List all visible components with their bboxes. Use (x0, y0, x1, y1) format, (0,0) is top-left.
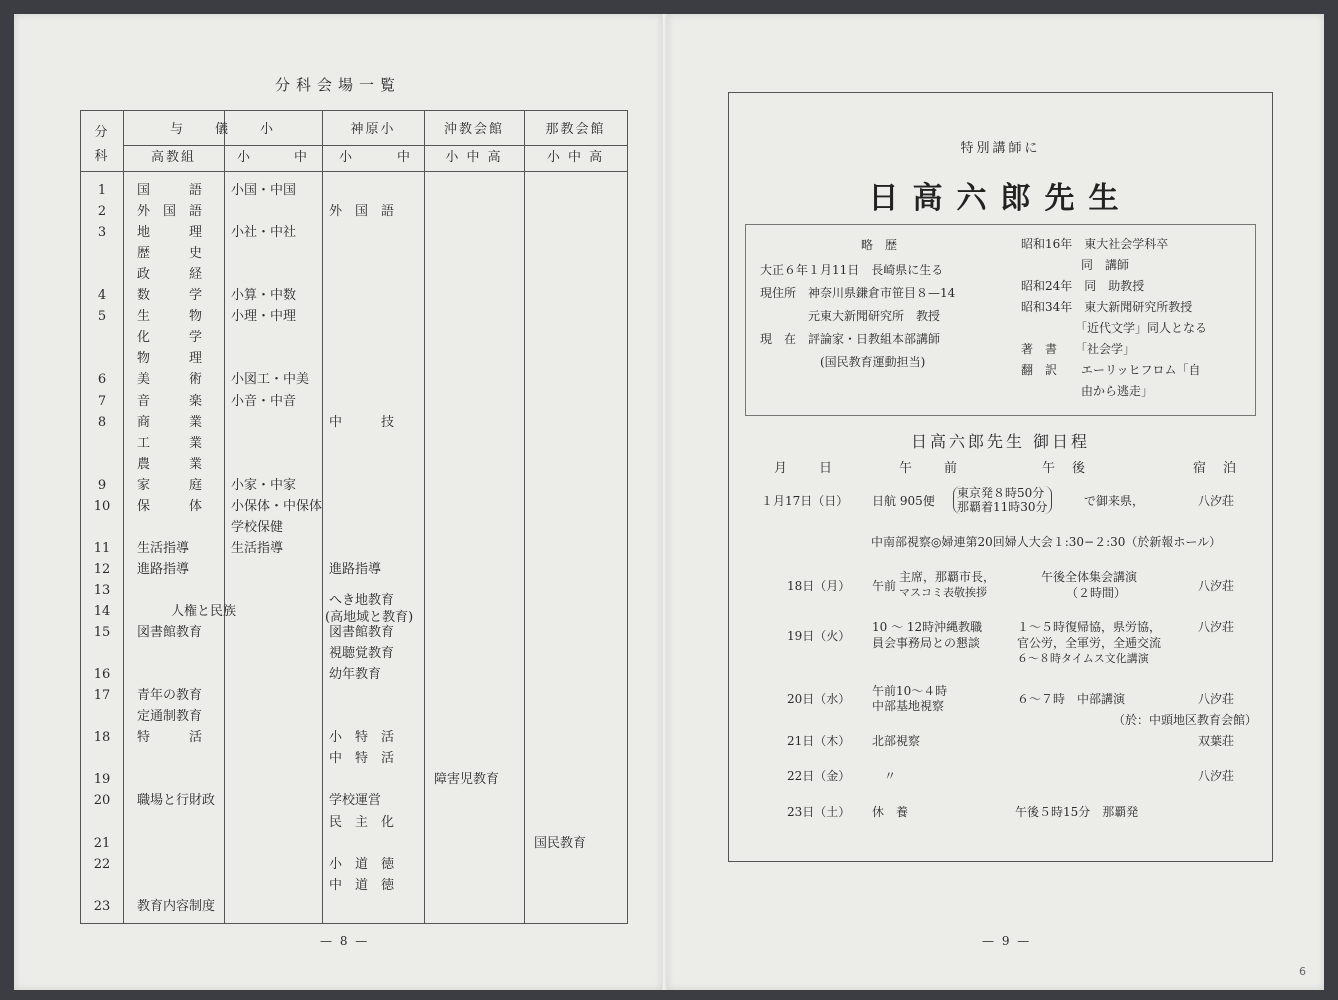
biography-line: 著 書 「社会学」 (1021, 342, 1136, 356)
row-number: 3 (97, 225, 107, 241)
table-cell: 国 語 (137, 183, 203, 198)
table-cell: 視聴覚教育 (329, 646, 395, 662)
page-number: — 8 — (320, 934, 370, 948)
table-cell: 定通制教育 (137, 709, 203, 725)
biography-line: 同 講師 (1021, 258, 1130, 272)
schedule-20-am-2: 中部基地視察 (872, 699, 945, 713)
table-cell: へき地教育 (329, 593, 395, 609)
table-cell: 中 特 活 (329, 751, 395, 767)
row-number: 9 (97, 477, 107, 493)
table-cell: 小 特 活 (329, 730, 395, 746)
row-number: 8 (97, 414, 107, 430)
table-cell: 図書館教育 (329, 625, 395, 641)
schedule-stay-17: 八汐荘 (1198, 494, 1235, 508)
biography-line: 由から逃走」 (1021, 384, 1154, 398)
table-cell: 外 国 語 (329, 204, 395, 220)
flight-times (953, 486, 1052, 514)
row-number: 4 (97, 288, 107, 304)
table-cell: 幼年教育 (329, 667, 382, 683)
table-cell: 小音・中音 (231, 393, 297, 409)
lecturer-frame (728, 92, 1273, 862)
schedule-19-am-2: 員会事務局との懇談 (872, 636, 981, 650)
biography-line: 昭和16年 東大社会学科卒 (1021, 237, 1169, 251)
schedule-20-am-1: 午前10〜４時 (872, 684, 948, 698)
table-cell: 数 学 (137, 288, 203, 304)
left-page (14, 14, 662, 990)
schedule-18-pm-1: 午後全体集会講演 (1041, 570, 1138, 584)
header-chu1: 中 (294, 150, 308, 165)
table-cell: 図書館教育 (137, 625, 203, 641)
table-cell: 国民教育 (534, 835, 587, 851)
schedule-stay-22: 八汐荘 (1198, 769, 1235, 783)
biography-line: 大正６年１月11日 長崎県に生る (760, 263, 944, 277)
table-cell: 民 主 化 (329, 814, 395, 830)
table-cell: 保 体 (137, 498, 203, 514)
special-lecturer-heading: 特別講師に (960, 141, 1041, 156)
schedule-18-am-label: 午前 (872, 579, 897, 593)
table-cell: 特 活 (137, 730, 203, 746)
table-cell: 進路指導 (137, 561, 190, 577)
header-sho1: 小 (237, 150, 251, 165)
row-number: 15 (93, 625, 111, 641)
schedule-flight: 日航 905便 (872, 494, 935, 508)
schedule-date-18: 18日（月） (787, 579, 851, 593)
schedule-19-pm-1: １〜５時復帰協，県労協， (1017, 620, 1162, 634)
schedule-date-19: 19日（火） (787, 629, 851, 643)
table-cell: 小 道 徳 (329, 856, 395, 872)
row-number: 21 (93, 835, 111, 851)
row-number: 10 (93, 498, 111, 514)
schedule-22-am: 〃 (884, 769, 897, 783)
table-cell: 商 業 (137, 414, 203, 430)
row-number: 18 (93, 730, 111, 746)
row-number: 12 (93, 561, 111, 577)
table-cell: 家 庭 (137, 477, 203, 493)
table-cell: 進路指導 (329, 561, 382, 577)
table-cell: 歴 史 (137, 246, 203, 262)
biography-line: 昭和34年 東大新聞研究所教授 (1021, 300, 1193, 314)
row-number: 14 (93, 604, 111, 619)
header-nakyo: 那教会館 (545, 122, 606, 137)
table-cell: 学校運営 (329, 793, 382, 809)
table-cell: 障害児教育 (434, 772, 500, 788)
table-cell: 音 楽 (137, 393, 203, 409)
row-number: 20 (93, 793, 111, 809)
header-yogi: 与 儀 小 (169, 122, 275, 137)
schedule-date-22: 22日（金） (787, 769, 851, 783)
table-cell: 小社・中社 (231, 225, 297, 241)
row-number: 17 (93, 688, 111, 704)
header-chu2: 中 (397, 150, 411, 165)
table-cell: 教育内容制度 (137, 898, 216, 914)
header-okikyo-sub: 小 中 高 (445, 150, 503, 165)
table-cell: 地 理 (137, 225, 203, 241)
row-number: 2 (97, 204, 107, 220)
table-cell: 小理・中理 (231, 309, 297, 325)
table-cell: 人権と民族 (171, 604, 237, 619)
venue-table (80, 110, 628, 924)
row-number: 16 (93, 667, 111, 683)
biography-label: 略歴 (861, 238, 910, 252)
table-cell: 小図工・中美 (231, 372, 310, 388)
schedule-19-pm-3: ６〜８時タイムス文化講演 (1017, 652, 1149, 665)
schedule-arrival-note: で御来県， (1084, 494, 1145, 508)
biography-line: 現 在 評論家・日教組本部講師 (760, 332, 941, 346)
corner-mark: 6 (1299, 965, 1306, 978)
schedule-18-am-1: 主席，那覇市長， (899, 570, 996, 584)
schedule-date-21: 21日（木） (787, 734, 851, 748)
schedule-23-pm: 午後５時15分 那覇発 (1015, 805, 1139, 819)
header-nakyo-sub: 小 中 高 (546, 150, 605, 165)
row-number: 7 (97, 393, 107, 409)
schedule-19-am-1: 10 〜 12時沖縄教職 (872, 620, 983, 634)
schedule-date-20: 20日（水） (787, 692, 851, 706)
row-number: 23 (93, 898, 111, 914)
schedule-date-17: １月17日（日） (761, 494, 849, 508)
table-cell: 小家・中家 (231, 477, 297, 493)
page-title: 分科会場一覧 (274, 76, 401, 94)
schedule-header-date: 月 日 (774, 461, 835, 476)
row-number: 1 (97, 183, 107, 198)
schedule-date-23: 23日（土） (787, 805, 851, 819)
table-cell: 生活指導 (137, 540, 190, 556)
schedule-header-pm: 午 後 (1042, 461, 1088, 476)
table-cell: 化 学 (137, 330, 203, 346)
right-page (667, 14, 1324, 990)
flight-arrival: 那覇着11時30分 (957, 500, 1048, 514)
schedule-19-pm-2: 官公労，全軍労，全逓交流 (1017, 636, 1162, 650)
page-number: — 9 — (982, 934, 1032, 948)
table-cell: 学校保健 (231, 519, 284, 535)
biography-line: 元東大新聞研究所 教授 (760, 309, 941, 323)
schedule-23-am: 休 養 (872, 805, 909, 819)
table-cell: (高地域と教育) (325, 610, 414, 626)
biography-line: 昭和24年 同 助教授 (1021, 279, 1145, 293)
table-cell: 物 理 (137, 351, 203, 367)
header-sho2: 小 (339, 150, 353, 165)
table-cell: 中 道 徳 (329, 877, 395, 893)
schedule-stay-18: 八汐荘 (1198, 579, 1235, 593)
table-cell: 青年の教育 (137, 688, 203, 704)
table-cell: 小保体・中保体 (231, 498, 323, 514)
table-cell: 小国・中国 (231, 183, 297, 198)
schedule-stay-19: 八汐荘 (1198, 620, 1235, 634)
table-cell: 生活指導 (231, 540, 284, 556)
schedule-20-venue: （於：中頭地区教育会館） (1113, 713, 1258, 727)
flight-departure: 東京発８時50分 (957, 486, 1045, 500)
table-cell: 職場と行財政 (137, 793, 216, 809)
schedule-20-pm: ６〜７時 中部講演 (1017, 692, 1126, 706)
header-bunka: 分 科 (94, 125, 110, 164)
biography-line: 翻 訳 エーリッヒフロム「自 (1021, 363, 1201, 377)
table-cell: 中 技 (329, 414, 395, 430)
table-cell: 生 物 (137, 309, 203, 325)
biography-box (745, 224, 1256, 416)
schedule-header-am: 午 前 (899, 461, 960, 476)
schedule-title: 日高六郎先生 御日程 (910, 432, 1091, 451)
schedule-18-pm-2: （２時間） (1066, 586, 1127, 600)
row-number: 5 (97, 309, 107, 325)
schedule-18-am-2: マスコミ表敬挨拶 (899, 586, 987, 599)
table-cell: 外 国 語 (137, 204, 203, 220)
schedule-stay-20: 八汐荘 (1198, 692, 1235, 706)
schedule-header-stay: 宿 泊 (1193, 461, 1239, 476)
table-cell: 美 術 (137, 372, 203, 388)
row-number: 11 (93, 540, 111, 556)
table-cell: 農 業 (137, 456, 203, 472)
row-number: 6 (97, 372, 107, 388)
table-cell: 政 経 (137, 267, 203, 283)
lecturer-name: 日高六郎先生 (868, 181, 1133, 216)
row-number: 22 (93, 856, 111, 872)
row-number: 13 (93, 582, 111, 598)
table-cell: 小算・中数 (231, 288, 297, 304)
biography-line: 現住所 神奈川県鎌倉市笹目８—14 (760, 286, 956, 300)
biography-line: 「近代文学」同人となる (1021, 321, 1208, 335)
schedule-stay-21: 双葉荘 (1198, 734, 1235, 748)
biography-line: (国民教育運動担当) (760, 355, 926, 369)
schedule-21-am: 北部視察 (872, 734, 921, 748)
header-okikyo: 沖教会館 (443, 122, 504, 137)
header-kanbara: 神原小 (350, 122, 396, 137)
header-kokyoso: 高教組 (150, 150, 196, 165)
schedule-17-afternoon: 中南部視察◎婦連第20回婦人大会１:30−２:30（於新報ホール） (871, 535, 1222, 549)
table-cell: 工 業 (137, 435, 203, 451)
row-number: 19 (93, 772, 111, 788)
